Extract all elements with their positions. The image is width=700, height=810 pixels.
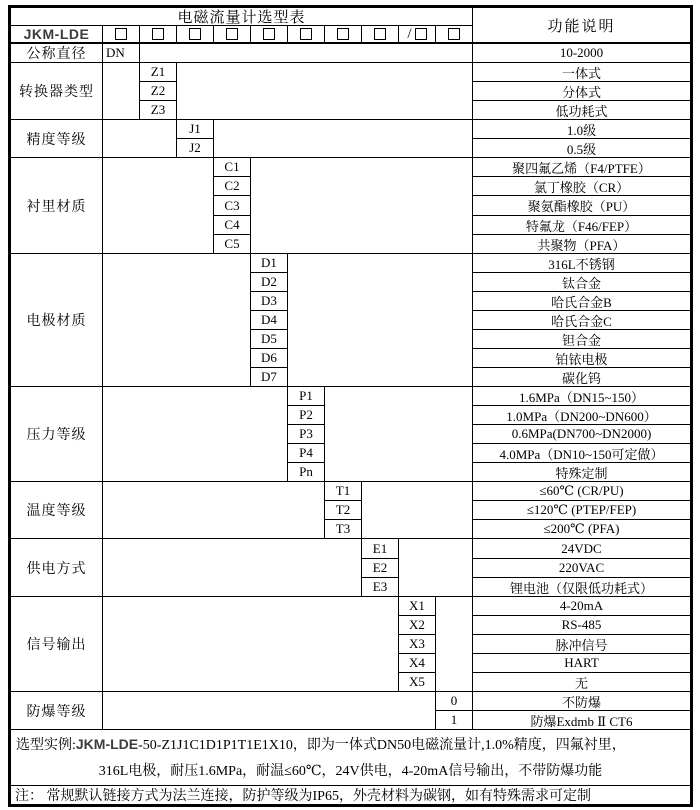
desc-cell-z3: 低功耗式 xyxy=(472,100,691,120)
filler-cell-left-power-supply xyxy=(102,538,362,597)
desc-cell-x2: RS-485 xyxy=(472,615,691,635)
model-slot-8 xyxy=(361,25,399,44)
code-cell-e2: E2 xyxy=(361,558,399,578)
example-code-rest: -50-Z1J1C1D1P1T1E1X10，即为一体式DN50电磁流量计,1.0%精度，四氟衬里， xyxy=(138,737,626,753)
code-cell-x1: X1 xyxy=(398,596,436,616)
model-prefix: JKM-LDE xyxy=(10,25,103,44)
checkbox-icon[interactable] xyxy=(448,28,460,40)
checkbox-icon[interactable] xyxy=(374,28,386,40)
desc-cell-e2: 220VAC xyxy=(472,558,691,578)
filler-cell-right-temperature-grade xyxy=(361,481,473,539)
desc-cell-z1: 一体式 xyxy=(472,62,691,82)
note-line xyxy=(10,785,691,805)
code-cell-x3: X3 xyxy=(398,634,436,654)
filler-cell-left-temperature-grade xyxy=(102,481,325,539)
model-slot-3 xyxy=(176,25,214,44)
desc-cell-c4: 特氟龙（F46/FEP） xyxy=(472,215,691,235)
example-line-2: 316L电极，耐压1.6MPa，耐温≤60℃，24V供电，4-20mA信号输出，不带防爆功能 xyxy=(98,763,603,779)
desc-cell-x1: 4-20mA xyxy=(472,596,691,616)
desc-cell-d3: 哈氏合金B xyxy=(472,291,691,311)
desc-cell-d4: 哈氏合金C xyxy=(472,310,691,330)
desc-cell-j1: 1.0级 xyxy=(472,119,691,139)
desc-cell-p1: 1.6MPa（DN15~150） xyxy=(472,386,691,406)
code-cell-d5: D5 xyxy=(250,329,288,349)
desc-cell-c5: 共聚物（PFA） xyxy=(472,234,691,254)
filler-cell-left-converter-type xyxy=(102,62,140,120)
section-label-explosion-proof-grade: 防爆等级 xyxy=(10,691,103,730)
desc-cell-d2: 钛合金 xyxy=(472,272,691,292)
desc-cell-e1: 24VDC xyxy=(472,538,691,559)
desc-cell-t1: ≤60℃ (CR/PU) xyxy=(472,481,691,501)
filler-cell-right-nominal-diameter xyxy=(139,43,473,63)
code-cell-j1: J1 xyxy=(176,119,214,139)
selection-example xyxy=(10,729,691,786)
code-cell-p1: P1 xyxy=(287,386,325,406)
code-cell-x4: X4 xyxy=(398,653,436,673)
filler-cell-left-lining-material xyxy=(102,157,214,254)
filler-cell-right-pressure-grade xyxy=(324,386,473,482)
code-cell-j2: J2 xyxy=(176,138,214,158)
code-cell-d1: D1 xyxy=(250,253,288,273)
code-cell-dn: DN xyxy=(102,43,140,63)
code-cell-d2: D2 xyxy=(250,272,288,292)
filler-cell-right-converter-type xyxy=(176,62,473,120)
desc-cell-e3: 锂电池（仅限低功耗式） xyxy=(472,577,691,597)
desc-cell-x4: HART xyxy=(472,653,691,673)
code-cell-d4: D4 xyxy=(250,310,288,330)
code-cell-pn: Pn xyxy=(287,462,325,482)
filler-cell-left-pressure-grade xyxy=(102,386,288,482)
example-line-1 xyxy=(14,731,687,759)
code-cell-c5: C5 xyxy=(213,234,251,254)
code-cell-p2: P2 xyxy=(287,405,325,425)
code-cell-c1: C1 xyxy=(213,157,251,177)
model-slot-9 xyxy=(398,25,436,44)
code-cell-0: 0 xyxy=(435,691,473,711)
filler-cell-right-electrode-material xyxy=(287,253,473,387)
desc-cell-p2: 1.0MPa（DN200~DN600） xyxy=(472,405,691,425)
model-slot-1 xyxy=(102,25,140,44)
filler-cell-left-signal-output xyxy=(102,596,399,692)
example-prefix: 选型实例: xyxy=(16,737,76,753)
model-slot-10 xyxy=(435,25,473,44)
checkbox-icon[interactable] xyxy=(337,28,349,40)
table-title: 电磁流量计选型表 xyxy=(10,7,473,26)
section-label-power-supply: 供电方式 xyxy=(10,538,103,597)
filler-cell-left-electrode-material xyxy=(102,253,251,387)
model-slot-7 xyxy=(324,25,362,44)
section-label-signal-output: 信号输出 xyxy=(10,596,103,692)
checkbox-icon[interactable] xyxy=(263,28,275,40)
code-cell-p3: P3 xyxy=(287,424,325,444)
checkbox-icon[interactable] xyxy=(300,28,312,40)
code-cell-z1: Z1 xyxy=(139,62,177,82)
code-cell-t2: T2 xyxy=(324,500,362,520)
section-label-converter-type: 转换器类型 xyxy=(10,62,103,120)
model-slot-4 xyxy=(213,25,251,44)
desc-cell-d1: 316L不锈钢 xyxy=(472,253,691,273)
section-label-lining-material: 衬里材质 xyxy=(10,157,103,254)
code-cell-c2: C2 xyxy=(213,176,251,196)
section-label-temperature-grade: 温度等级 xyxy=(10,481,103,539)
checkbox-icon[interactable] xyxy=(415,28,427,40)
code-cell-1: 1 xyxy=(435,710,473,730)
filler-cell-right-signal-output xyxy=(435,596,473,692)
desc-cell-c2: 氯丁橡胶（CR） xyxy=(472,176,691,196)
desc-cell-dn: 10-2000 xyxy=(472,43,691,63)
desc-cell-t3: ≤200℃ (PFA) xyxy=(472,519,691,539)
model-slot-6 xyxy=(287,25,325,44)
function-header: 功能说明 xyxy=(472,7,691,44)
checkbox-icon[interactable] xyxy=(115,28,127,40)
filler-cell-left-accuracy-grade xyxy=(102,119,177,158)
desc-cell-p4: 4.0MPa（DN10~150可定做） xyxy=(472,443,691,463)
desc-cell-p3: 0.6MPa(DN700~DN2000) xyxy=(472,424,691,444)
section-label-pressure-grade: 压力等级 xyxy=(10,386,103,482)
filler-cell-right-accuracy-grade xyxy=(213,119,473,158)
example-model: JKM-LDE xyxy=(75,735,139,752)
code-cell-d3: D3 xyxy=(250,291,288,311)
filler-cell-right-lining-material xyxy=(250,157,473,254)
filler-cell-left-explosion-proof-grade xyxy=(102,691,436,730)
desc-cell-z2: 分体式 xyxy=(472,81,691,101)
code-cell-x5: X5 xyxy=(398,672,436,692)
model-slot-5 xyxy=(250,25,288,44)
code-cell-e3: E3 xyxy=(361,577,399,597)
desc-cell-1: 防爆Exdmb Ⅱ CT6 xyxy=(472,710,691,730)
checkbox-icon[interactable] xyxy=(152,28,164,40)
desc-cell-c3: 聚氨酯橡胶（PU） xyxy=(472,195,691,216)
desc-cell-0: 不防爆 xyxy=(472,691,691,711)
slash-separator: / xyxy=(407,26,412,42)
code-cell-t3: T3 xyxy=(324,519,362,539)
section-label-electrode-material: 电极材质 xyxy=(10,253,103,387)
section-label-accuracy-grade: 精度等级 xyxy=(10,119,103,158)
desc-cell-d7: 碳化钨 xyxy=(472,367,691,387)
code-cell-z3: Z3 xyxy=(139,100,177,120)
section-label-nominal-diameter: 公称直径 xyxy=(10,43,103,63)
desc-cell-pn: 特殊定制 xyxy=(472,462,691,482)
checkbox-icon[interactable] xyxy=(189,28,201,40)
filler-cell-right-power-supply xyxy=(398,538,473,597)
code-cell-t1: T1 xyxy=(324,481,362,501)
desc-cell-x3: 脉冲信号 xyxy=(472,634,691,654)
checkbox-icon[interactable] xyxy=(226,28,238,40)
code-cell-p4: P4 xyxy=(287,443,325,463)
desc-cell-j2: 0.5级 xyxy=(472,138,691,158)
desc-cell-c1: 聚四氟乙烯（F4/PTFE） xyxy=(472,157,691,177)
code-cell-c3: C3 xyxy=(213,195,251,216)
note-text: 注： 常规默认链接方式为法兰连接，防护等级为IP65，外壳材料为碳钢，如有特殊需求可定制 xyxy=(15,789,591,804)
code-cell-c4: C4 xyxy=(213,215,251,235)
code-cell-x2: X2 xyxy=(398,615,436,635)
desc-cell-x5: 无 xyxy=(472,672,691,692)
code-cell-z2: Z2 xyxy=(139,81,177,101)
code-cell-e1: E1 xyxy=(361,538,399,559)
code-cell-d7: D7 xyxy=(250,367,288,387)
model-slot-2 xyxy=(139,25,177,44)
desc-cell-d6: 铂铱电极 xyxy=(472,348,691,368)
desc-cell-t2: ≤120℃ (PTEP/FEP) xyxy=(472,500,691,520)
desc-cell-d5: 钽合金 xyxy=(472,329,691,349)
code-cell-d6: D6 xyxy=(250,348,288,368)
